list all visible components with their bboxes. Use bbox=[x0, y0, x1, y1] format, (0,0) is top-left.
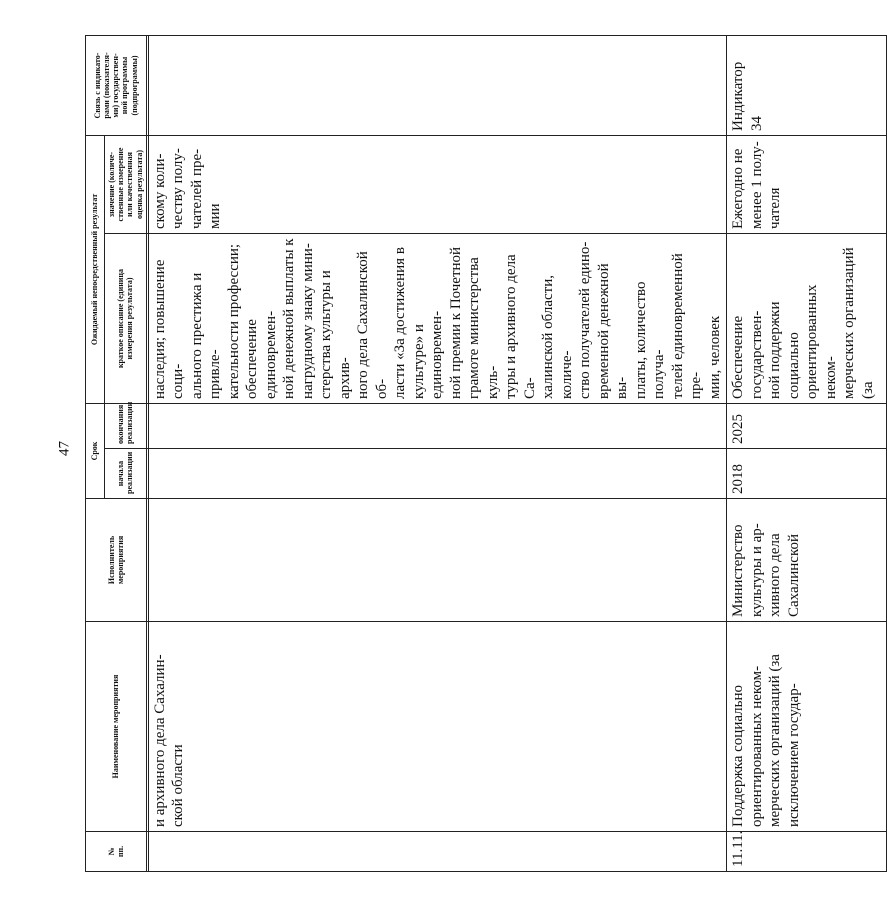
row-indicator: Индикатор 34 bbox=[727, 36, 887, 136]
header-term-end: окончания реализации bbox=[105, 404, 147, 449]
row-desc: наследия; повышение соци- ального престижа и привле- кательности профессии; обеспечение единовремен- ной денежной выплаты к нагрудному знаку мини- стерства культуры и архив- ного дела Сахалинской об- ласти «За достижения в культуре» и единовремен- ной премии к Почетной грамоте министерства куль- туры и архивного дела Са- халинской области, количе- ство получателей едино- временной денежной вы- платы, количество получа- телей единовременной пре- мии, человек bbox=[148, 234, 727, 404]
row-num bbox=[148, 832, 727, 872]
header-executor: Исполнитель мероприятия bbox=[86, 499, 147, 622]
header-indicator: Связь с индикато- рами (показателя- ми) государствен- ной программы (подпрограммы) bbox=[86, 36, 147, 136]
page-number: 47 bbox=[56, 441, 73, 456]
row-start bbox=[148, 449, 727, 499]
row-num: 11.11. bbox=[727, 832, 887, 872]
row-executor: Министерство культуры и ар- хивного дела Сахалинской bbox=[727, 499, 887, 622]
row-executor bbox=[148, 499, 727, 622]
row-name: Поддержка социально ориентированных неком- мерческих организаций (за исключением государ- bbox=[727, 622, 887, 832]
row-value: скому коли- честву полу- чателей пре- мии bbox=[148, 136, 727, 234]
row-desc: Обеспечение государствен- ной поддержки социально ориентированных неком- мерческих организаций (за bbox=[727, 234, 887, 404]
header-expected-value: значение (количе- ственные измерение или качественная оценка результата) bbox=[105, 136, 147, 234]
rotated-table-wrapper bbox=[85, 36, 876, 872]
table-row bbox=[727, 36, 887, 872]
header-name: Наименование мероприятия bbox=[86, 622, 147, 832]
header-expected-desc: краткое описание (единица измерения результата) bbox=[105, 234, 147, 404]
row-indicator bbox=[148, 36, 727, 136]
table-row bbox=[148, 36, 727, 872]
row-start: 2018 bbox=[727, 449, 887, 499]
row-end bbox=[148, 404, 727, 449]
row-name: и архивного дела Сахалин- ской области bbox=[148, 622, 727, 832]
row-value: Ежегодно не менее 1 полу- чателя bbox=[727, 136, 887, 234]
row-end: 2025 bbox=[727, 404, 887, 449]
header-term: Срок bbox=[86, 404, 105, 499]
header-num: № пп. bbox=[86, 832, 147, 872]
measures-table bbox=[85, 35, 887, 872]
header-expected: Ожидаемый непосредственный результат bbox=[86, 136, 105, 404]
header-term-start: начала реализации bbox=[105, 449, 147, 499]
